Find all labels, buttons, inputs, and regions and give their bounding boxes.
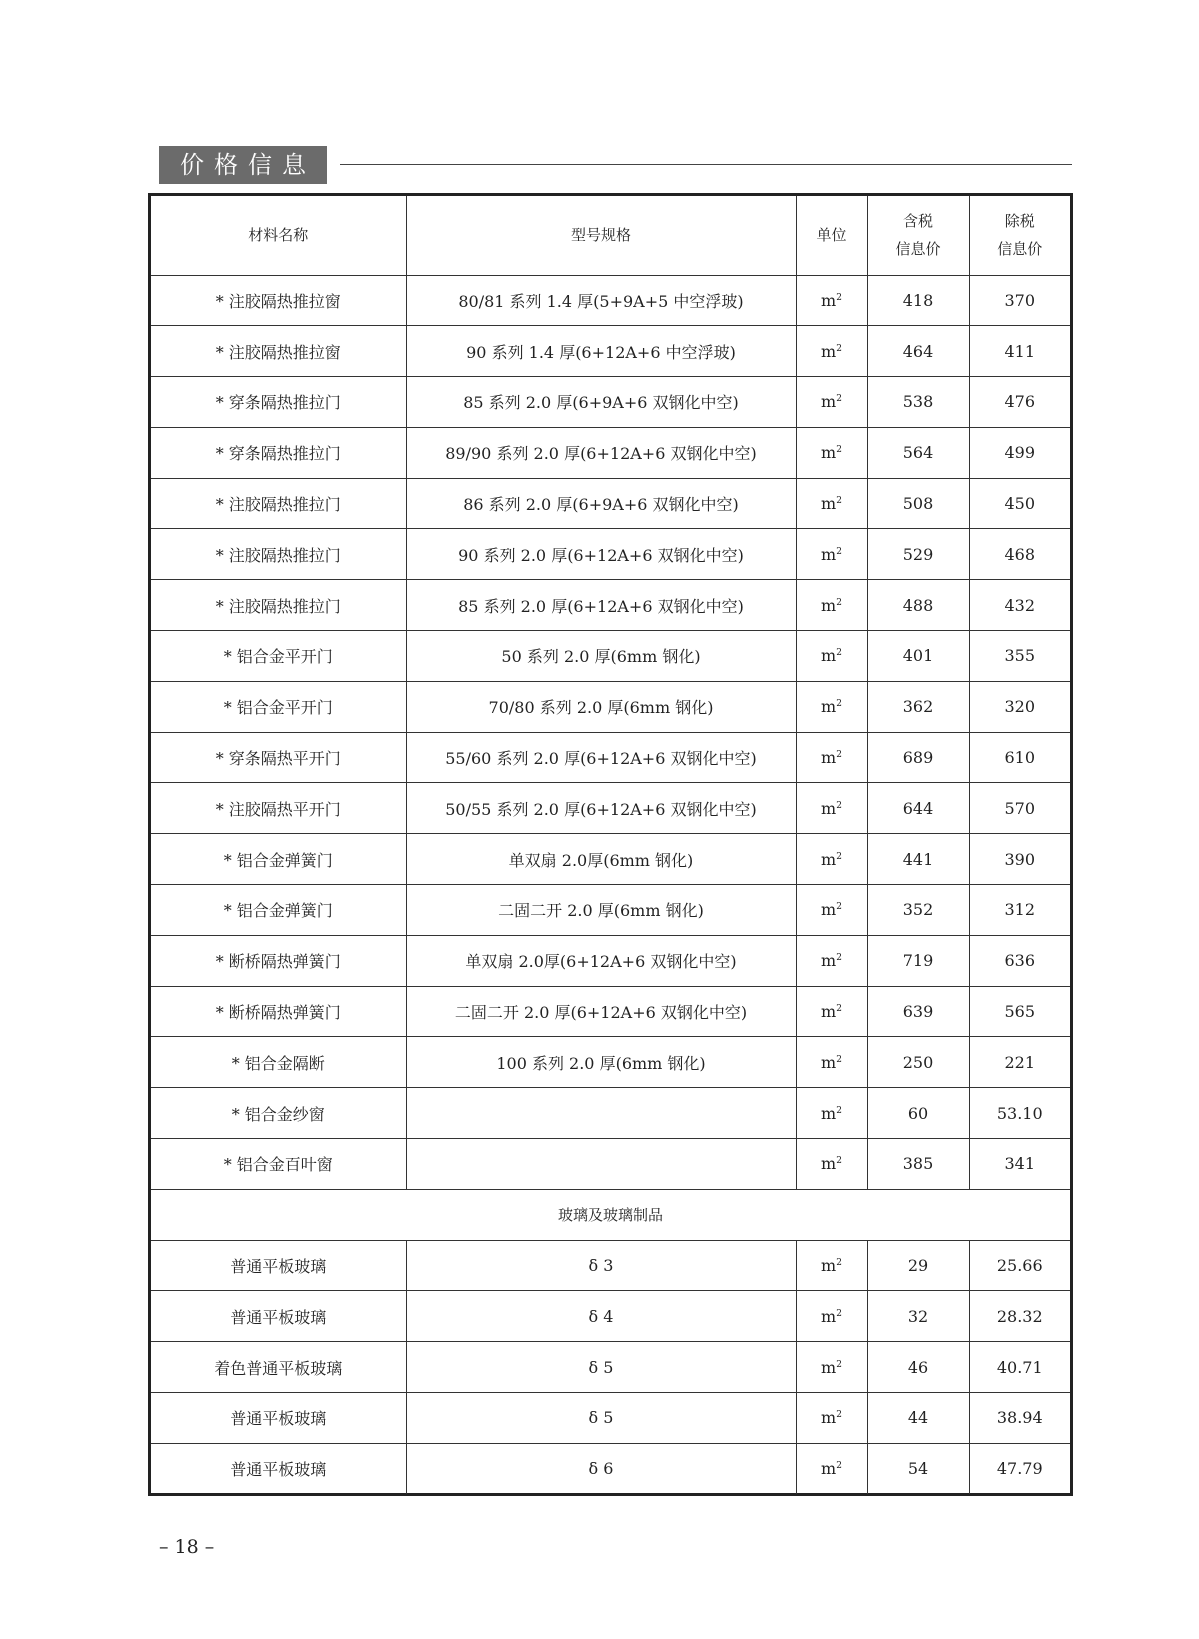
- cell-spec: 二固二开 2.0 厚(6+12A+6 双钢化中空): [406, 986, 796, 1037]
- cell-price-tax: 564: [867, 427, 969, 478]
- cell-price-notax: 221: [969, 1037, 1070, 1088]
- header-rule: [340, 164, 1072, 165]
- cell-name: 普通平板玻璃: [151, 1240, 406, 1291]
- header-price-notax-line2: 信息价: [997, 240, 1043, 259]
- cell-price-notax: 312: [969, 885, 1070, 936]
- cell-price-notax: 610: [969, 732, 1070, 783]
- unit-base: m: [821, 1408, 837, 1428]
- cell-price-tax: 60: [867, 1088, 969, 1139]
- unit-base: m: [821, 1357, 837, 1377]
- unit-exponent: 2: [836, 750, 842, 761]
- table-row: [151, 275, 1070, 326]
- cell-name: 普通平板玻璃: [151, 1443, 406, 1494]
- table-row: [151, 1342, 1070, 1393]
- unit-base: m: [821, 1459, 837, 1479]
- cell-name: * 铝合金弹簧门: [151, 885, 406, 936]
- cell-unit: [796, 377, 867, 428]
- cell-price-tax: 29: [867, 1240, 969, 1291]
- cell-unit: [796, 1291, 867, 1342]
- unit-exponent: 2: [836, 343, 842, 354]
- table-row: [151, 1240, 1070, 1291]
- cell-name: * 铝合金平开门: [151, 631, 406, 682]
- cell-price-tax: 46: [867, 1342, 969, 1393]
- unit-base: m: [821, 951, 837, 971]
- cell-price-tax: 508: [867, 478, 969, 529]
- unit-exponent: 2: [836, 1156, 842, 1167]
- unit-base: m: [821, 1052, 837, 1072]
- header-unit: 单位: [796, 196, 867, 275]
- cell-unit: [796, 1037, 867, 1088]
- price-table: [151, 196, 1070, 1494]
- cell-unit: [796, 732, 867, 783]
- unit-base: m: [821, 849, 837, 869]
- cell-price-notax: 432: [969, 580, 1070, 631]
- header-price-tax-line2: 信息价: [895, 240, 941, 259]
- unit-base: m: [821, 697, 837, 717]
- cell-name: * 穿条隔热推拉门: [151, 377, 406, 428]
- cell-price-tax: 250: [867, 1037, 969, 1088]
- unit-base: m: [821, 544, 837, 564]
- unit-exponent: 2: [836, 1410, 842, 1421]
- cell-price-tax: 385: [867, 1139, 969, 1190]
- unit-base: m: [821, 748, 837, 768]
- cell-price-tax: 44: [867, 1393, 969, 1444]
- table-row: [151, 1291, 1070, 1342]
- cell-unit: [796, 681, 867, 732]
- cell-price-tax: 644: [867, 783, 969, 834]
- cell-name: * 铝合金弹簧门: [151, 834, 406, 885]
- header-name: 材料名称: [151, 196, 406, 275]
- cell-name: * 断桥隔热弹簧门: [151, 935, 406, 986]
- header-price-tax-line1: 含税: [902, 212, 933, 231]
- cell-spec: 85 系列 2.0 厚(6+9A+6 双钢化中空): [406, 377, 796, 428]
- cell-unit: [796, 1139, 867, 1190]
- cell-unit: [796, 275, 867, 326]
- unit-base: m: [821, 1256, 837, 1276]
- cell-name: * 注胶隔热推拉窗: [151, 275, 406, 326]
- table-row: [151, 377, 1070, 428]
- section-label: 玻璃及玻璃制品: [151, 1189, 1070, 1240]
- table-row: [151, 580, 1070, 631]
- cell-name: * 注胶隔热推拉门: [151, 580, 406, 631]
- table-row: [151, 681, 1070, 732]
- cell-spec: 单双扇 2.0厚(6+12A+6 双钢化中空): [406, 935, 796, 986]
- table-row: [151, 885, 1070, 936]
- cell-price-tax: 352: [867, 885, 969, 936]
- header-price-notax: [969, 196, 1070, 275]
- cell-price-tax: 488: [867, 580, 969, 631]
- cell-unit: [796, 427, 867, 478]
- cell-name: 着色普通平板玻璃: [151, 1342, 406, 1393]
- cell-spec: δ 6: [406, 1443, 796, 1494]
- cell-price-notax: 570: [969, 783, 1070, 834]
- section-row: [151, 1189, 1070, 1240]
- cell-name: * 铝合金隔断: [151, 1037, 406, 1088]
- cell-unit: [796, 1088, 867, 1139]
- cell-spec: 单双扇 2.0厚(6mm 钢化): [406, 834, 796, 885]
- cell-unit: [796, 478, 867, 529]
- cell-spec: 二固二开 2.0 厚(6mm 钢化): [406, 885, 796, 936]
- cell-unit: [796, 1240, 867, 1291]
- cell-price-notax: 468: [969, 529, 1070, 580]
- unit-base: m: [821, 646, 837, 666]
- cell-price-notax: 370: [969, 275, 1070, 326]
- unit-base: m: [821, 392, 837, 412]
- page-number: – 18 –: [159, 1536, 215, 1558]
- cell-price-notax: 411: [969, 326, 1070, 377]
- cell-price-notax: 47.79: [969, 1443, 1070, 1494]
- cell-price-tax: 464: [867, 326, 969, 377]
- cell-unit: [796, 885, 867, 936]
- cell-price-tax: 538: [867, 377, 969, 428]
- unit-exponent: 2: [836, 699, 842, 710]
- section-title: 价格信息: [159, 146, 327, 184]
- cell-price-notax: 636: [969, 935, 1070, 986]
- unit-exponent: 2: [836, 902, 842, 913]
- unit-exponent: 2: [836, 394, 842, 405]
- cell-spec: 100 系列 2.0 厚(6mm 钢化): [406, 1037, 796, 1088]
- unit-base: m: [821, 1103, 837, 1123]
- cell-spec: 86 系列 2.0 厚(6+9A+6 双钢化中空): [406, 478, 796, 529]
- unit-exponent: 2: [836, 851, 842, 862]
- cell-spec: [406, 1139, 796, 1190]
- table-row: [151, 783, 1070, 834]
- cell-price-notax: 25.66: [969, 1240, 1070, 1291]
- cell-spec: 50/55 系列 2.0 厚(6+12A+6 双钢化中空): [406, 783, 796, 834]
- table-header-row: [151, 196, 1070, 275]
- unit-base: m: [821, 900, 837, 920]
- cell-price-notax: 450: [969, 478, 1070, 529]
- unit-exponent: 2: [836, 953, 842, 964]
- cell-price-tax: 418: [867, 275, 969, 326]
- cell-name: * 穿条隔热平开门: [151, 732, 406, 783]
- cell-unit: [796, 935, 867, 986]
- unit-base: m: [821, 595, 837, 615]
- cell-name: * 穿条隔热推拉门: [151, 427, 406, 478]
- cell-spec: 90 系列 1.4 厚(6+12A+6 中空浮玻): [406, 326, 796, 377]
- cell-price-tax: 441: [867, 834, 969, 885]
- unit-exponent: 2: [836, 1054, 842, 1065]
- cell-unit: [796, 986, 867, 1037]
- unit-base: m: [821, 290, 837, 310]
- unit-exponent: 2: [836, 1308, 842, 1319]
- table-row: [151, 986, 1070, 1037]
- cell-spec: δ 5: [406, 1342, 796, 1393]
- header-price-notax-line1: 除税: [1004, 212, 1035, 231]
- unit-base: m: [821, 443, 837, 463]
- table-row: [151, 427, 1070, 478]
- unit-exponent: 2: [836, 1461, 842, 1472]
- cell-price-notax: 476: [969, 377, 1070, 428]
- cell-spec: 90 系列 2.0 厚(6+12A+6 双钢化中空): [406, 529, 796, 580]
- cell-spec: [406, 1088, 796, 1139]
- cell-spec: 50 系列 2.0 厚(6mm 钢化): [406, 631, 796, 682]
- unit-exponent: 2: [836, 1359, 842, 1370]
- unit-exponent: 2: [836, 1105, 842, 1116]
- table-row: [151, 326, 1070, 377]
- cell-price-tax: 32: [867, 1291, 969, 1342]
- cell-spec: 70/80 系列 2.0 厚(6mm 钢化): [406, 681, 796, 732]
- unit-base: m: [821, 798, 837, 818]
- unit-exponent: 2: [836, 800, 842, 811]
- unit-base: m: [821, 1002, 837, 1022]
- table-row: [151, 529, 1070, 580]
- cell-price-notax: 499: [969, 427, 1070, 478]
- cell-name: * 铝合金纱窗: [151, 1088, 406, 1139]
- cell-price-notax: 28.32: [969, 1291, 1070, 1342]
- cell-price-tax: 54: [867, 1443, 969, 1494]
- cell-name: * 铝合金百叶窗: [151, 1139, 406, 1190]
- cell-unit: [796, 631, 867, 682]
- unit-exponent: 2: [836, 292, 842, 303]
- cell-name: * 注胶隔热推拉窗: [151, 326, 406, 377]
- price-table-frame: [148, 193, 1073, 1496]
- cell-unit: [796, 1342, 867, 1393]
- table-row: [151, 935, 1070, 986]
- unit-exponent: 2: [836, 1004, 842, 1015]
- cell-price-tax: 639: [867, 986, 969, 1037]
- table-row: [151, 732, 1070, 783]
- table-row: [151, 1139, 1070, 1190]
- cell-unit: [796, 1393, 867, 1444]
- cell-price-notax: 38.94: [969, 1393, 1070, 1444]
- unit-base: m: [821, 494, 837, 514]
- cell-unit: [796, 834, 867, 885]
- cell-price-notax: 341: [969, 1139, 1070, 1190]
- cell-price-notax: 53.10: [969, 1088, 1070, 1139]
- unit-exponent: 2: [836, 648, 842, 659]
- table-body: [151, 275, 1070, 1494]
- table-row: [151, 1393, 1070, 1444]
- cell-price-notax: 320: [969, 681, 1070, 732]
- unit-base: m: [821, 1306, 837, 1326]
- unit-exponent: 2: [836, 546, 842, 557]
- cell-unit: [796, 1443, 867, 1494]
- table-row: [151, 631, 1070, 682]
- table-row: [151, 1443, 1070, 1494]
- cell-spec: δ 3: [406, 1240, 796, 1291]
- unit-exponent: 2: [836, 445, 842, 456]
- cell-unit: [796, 580, 867, 631]
- cell-unit: [796, 529, 867, 580]
- cell-name: * 断桥隔热弹簧门: [151, 986, 406, 1037]
- header-price-tax: [867, 196, 969, 275]
- cell-name: * 注胶隔热推拉门: [151, 478, 406, 529]
- cell-price-notax: 565: [969, 986, 1070, 1037]
- cell-price-tax: 719: [867, 935, 969, 986]
- cell-spec: 85 系列 2.0 厚(6+12A+6 双钢化中空): [406, 580, 796, 631]
- cell-unit: [796, 326, 867, 377]
- table-row: [151, 834, 1070, 885]
- header-spec: 型号规格: [406, 196, 796, 275]
- cell-name: 普通平板玻璃: [151, 1291, 406, 1342]
- cell-spec: 55/60 系列 2.0 厚(6+12A+6 双钢化中空): [406, 732, 796, 783]
- unit-exponent: 2: [836, 496, 842, 507]
- table-row: [151, 1088, 1070, 1139]
- cell-unit: [796, 783, 867, 834]
- unit-base: m: [821, 341, 837, 361]
- cell-name: * 注胶隔热平开门: [151, 783, 406, 834]
- cell-spec: 80/81 系列 1.4 厚(5+9A+5 中空浮玻): [406, 275, 796, 326]
- cell-price-notax: 355: [969, 631, 1070, 682]
- cell-price-tax: 689: [867, 732, 969, 783]
- cell-price-notax: 40.71: [969, 1342, 1070, 1393]
- cell-spec: δ 5: [406, 1393, 796, 1444]
- cell-name: 普通平板玻璃: [151, 1393, 406, 1444]
- cell-price-tax: 401: [867, 631, 969, 682]
- cell-name: * 铝合金平开门: [151, 681, 406, 732]
- cell-price-tax: 362: [867, 681, 969, 732]
- unit-exponent: 2: [836, 1258, 842, 1269]
- cell-price-tax: 529: [867, 529, 969, 580]
- cell-name: * 注胶隔热推拉门: [151, 529, 406, 580]
- cell-spec: δ 4: [406, 1291, 796, 1342]
- cell-price-notax: 390: [969, 834, 1070, 885]
- table-row: [151, 1037, 1070, 1088]
- table-row: [151, 478, 1070, 529]
- unit-base: m: [821, 1154, 837, 1174]
- cell-spec: 89/90 系列 2.0 厚(6+12A+6 双钢化中空): [406, 427, 796, 478]
- unit-exponent: 2: [836, 597, 842, 608]
